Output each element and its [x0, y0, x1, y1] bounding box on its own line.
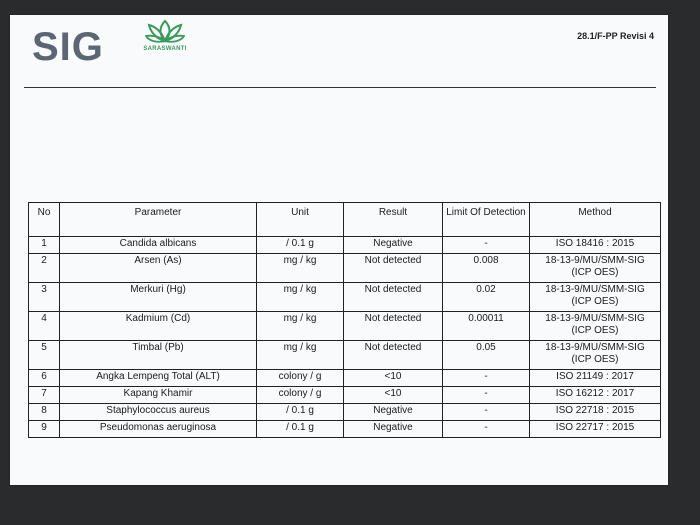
col-header-result: Result	[344, 203, 443, 237]
saraswanti-logo	[138, 19, 192, 52]
method-line-2: (ICP OES)	[571, 267, 619, 278]
method-line: 18-13-9/MU/SMM-SIG	[545, 342, 645, 353]
cell-method	[530, 312, 661, 341]
cell-unit: colony / g	[257, 387, 344, 404]
cell-limit: 0.05	[443, 341, 530, 370]
lotus-icon	[145, 19, 185, 45]
cell-limit: -	[443, 387, 530, 404]
cell-result: Not detected	[344, 341, 443, 370]
cell-limit: -	[443, 404, 530, 421]
cell-method	[530, 254, 661, 283]
cell-method	[530, 283, 661, 312]
method-line: ISO 22718 : 2015	[555, 405, 635, 416]
cell-result: Negative	[344, 421, 443, 438]
cell-no: 7	[29, 387, 60, 404]
cell-limit: 0.02	[443, 283, 530, 312]
table-row	[29, 370, 661, 387]
table-row	[29, 341, 661, 370]
cell-limit: -	[443, 237, 530, 254]
cell-result: Not detected	[344, 312, 443, 341]
method-line-2: (ICP OES)	[571, 296, 619, 307]
cell-parameter: Merkuri (Hg)	[60, 283, 257, 312]
cell-method	[530, 387, 661, 404]
table-row	[29, 312, 661, 341]
cell-no: 2	[29, 254, 60, 283]
cell-unit: mg / kg	[257, 341, 344, 370]
results-table	[28, 202, 661, 438]
table-header-row	[29, 203, 661, 237]
cell-result: Not detected	[344, 254, 443, 283]
cell-limit: 0.008	[443, 254, 530, 283]
cell-method	[530, 341, 661, 370]
brand-name: SARASWANTI	[143, 46, 187, 52]
cell-parameter: Kapang Khamir	[60, 387, 257, 404]
cell-method	[530, 370, 661, 387]
method-line-2: (ICP OES)	[571, 325, 619, 336]
method-line: ISO 16212 : 2017	[555, 388, 635, 399]
cell-method	[530, 404, 661, 421]
col-header-method: Method	[530, 203, 661, 237]
table-row	[29, 283, 661, 312]
sig-logo: SIG	[32, 25, 104, 69]
cell-unit: colony / g	[257, 370, 344, 387]
method-line: ISO 22717 : 2015	[555, 422, 635, 433]
cell-result: <10	[344, 387, 443, 404]
table-row	[29, 254, 661, 283]
col-header-no: No	[29, 203, 60, 237]
cell-limit: 0.00011	[443, 312, 530, 341]
cell-parameter: Timbal (Pb)	[60, 341, 257, 370]
cell-parameter: Kadmium (Cd)	[60, 312, 257, 341]
cell-unit: mg / kg	[257, 312, 344, 341]
cell-unit: mg / kg	[257, 283, 344, 312]
cell-method	[530, 421, 661, 438]
cell-limit: -	[443, 421, 530, 438]
table-row	[29, 421, 661, 438]
cell-no: 6	[29, 370, 60, 387]
cell-unit: / 0.1 g	[257, 421, 344, 438]
cell-parameter: Arsen (As)	[60, 254, 257, 283]
cell-parameter: Angka Lempeng Total (ALT)	[60, 370, 257, 387]
method-line: 18-13-9/MU/SMM-SIG	[545, 313, 645, 324]
cell-method	[530, 237, 661, 254]
col-header-unit: Unit	[257, 203, 344, 237]
cell-result: Negative	[344, 237, 443, 254]
col-header-parameter: Parameter	[60, 203, 257, 237]
method-line-2: (ICP OES)	[571, 354, 619, 365]
header-divider	[24, 87, 656, 88]
method-line: 18-13-9/MU/SMM-SIG	[545, 284, 645, 295]
cell-limit: -	[443, 370, 530, 387]
table-row	[29, 237, 661, 254]
cell-no: 8	[29, 404, 60, 421]
col-header-limit: Limit Of Detection	[443, 203, 530, 237]
cell-parameter: Staphylococcus aureus	[60, 404, 257, 421]
cell-parameter: Candida albicans	[60, 237, 257, 254]
method-line: ISO 21149 : 2017	[556, 371, 634, 382]
cell-result: Negative	[344, 404, 443, 421]
cell-parameter: Pseudomonas aeruginosa	[60, 421, 257, 438]
cell-unit: / 0.1 g	[257, 404, 344, 421]
cell-no: 4	[29, 312, 60, 341]
table-row	[29, 387, 661, 404]
cell-no: 5	[29, 341, 60, 370]
cell-result: Not detected	[344, 283, 443, 312]
cell-unit: / 0.1 g	[257, 237, 344, 254]
cell-no: 9	[29, 421, 60, 438]
cell-no: 1	[29, 237, 60, 254]
cell-result: <10	[344, 370, 443, 387]
cell-no: 3	[29, 283, 60, 312]
method-line: 18-13-9/MU/SMM-SIG	[545, 255, 645, 266]
document-code: 28.1/F-PP Revisi 4	[577, 31, 654, 41]
cell-unit: mg / kg	[257, 254, 344, 283]
table-row	[29, 404, 661, 421]
method-line: ISO 18416 : 2015	[555, 238, 635, 249]
